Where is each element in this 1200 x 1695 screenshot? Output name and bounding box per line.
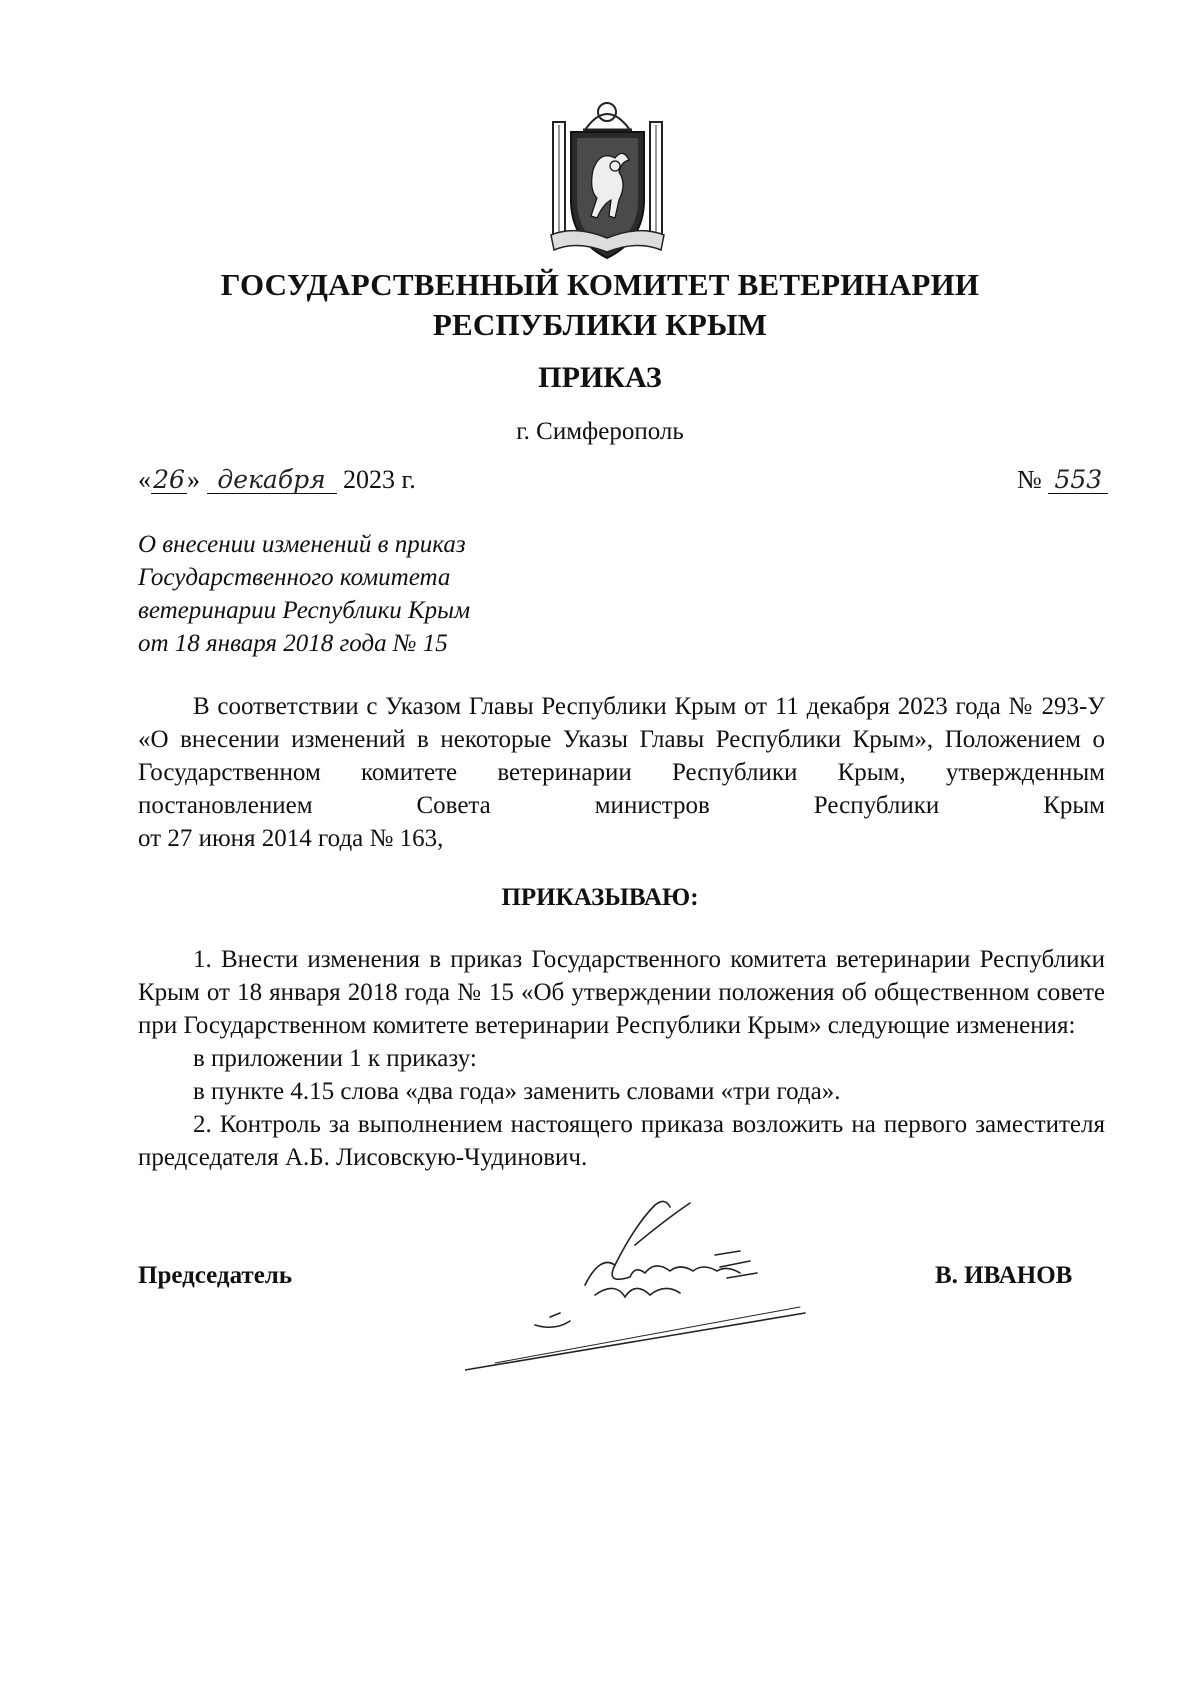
date-close-quote: » xyxy=(187,465,200,494)
number-value: 553 xyxy=(1048,467,1108,494)
signatory-position: Председатель xyxy=(138,1262,293,1289)
handwritten-signature xyxy=(465,1185,885,1385)
document-number xyxy=(1017,465,1108,495)
order-item-1: 1. Внести изменения в приказ Государственного комитета ветеринарии Республики Крым от 18 января 2018 года № 15 «Об утверждении положения об общественном совете при Государственном комитете ветеринарии Республики Крым» следующие изменения: xyxy=(138,946,1105,1039)
document-date xyxy=(138,465,416,495)
subject-line: Государственного комитета xyxy=(138,564,451,591)
order-item-1-sub: в приложении 1 к приказу: xyxy=(193,1045,477,1072)
date-open-quote: « xyxy=(138,465,151,494)
signatory-name: В. ИВАНОВ xyxy=(935,1262,1073,1289)
crimea-coat-of-arms-icon xyxy=(545,100,670,270)
subject-line: от 18 января 2018 года № 15 xyxy=(138,630,448,657)
basis-text: В соответствии с Указом Главы Республики Крым от 11 декабря 2023 года № 293-У «О внесении изменений в некоторые Указы Главы Республики Крым», Положением о Государственном комитете ветеринарии Республики Крым, утвержденным постановлением Совета министров Республики Крым xyxy=(138,693,1105,819)
document-subject xyxy=(138,528,558,660)
date-day: 26 xyxy=(151,467,187,494)
legal-basis-paragraph xyxy=(138,690,1105,855)
order-items xyxy=(138,943,1105,1174)
date-year: 2023 г. xyxy=(343,465,416,494)
organization-name-line2: РЕСПУБЛИКИ КРЫМ xyxy=(432,307,768,342)
basis-text-end: от 27 июня 2014 года № 163, xyxy=(138,825,444,852)
document-type-title: ПРИКАЗ xyxy=(538,361,662,394)
date-month: декабря xyxy=(207,467,337,494)
organization-name-line1: ГОСУДАРСТВЕННЫЙ КОМИТЕТ ВЕТЕРИНАРИИ xyxy=(220,267,980,302)
number-prefix: № xyxy=(1017,465,1042,494)
order-item-2: 2. Контроль за выполнением настоящего приказа возложить на первого заместителя председателя А.Б. Лисовскую-Чудинович. xyxy=(138,1111,1105,1171)
subject-line: О внесении изменений в приказ xyxy=(138,531,466,558)
order-item-1-sub: в пункте 4.15 слова «два года» заменить словами «три года». xyxy=(193,1078,841,1105)
city-label: г. Симферополь xyxy=(516,418,684,445)
subject-line: ветеринарии Республики Крым xyxy=(138,597,471,624)
order-heading: ПРИКАЗЫВАЮ: xyxy=(501,884,699,911)
